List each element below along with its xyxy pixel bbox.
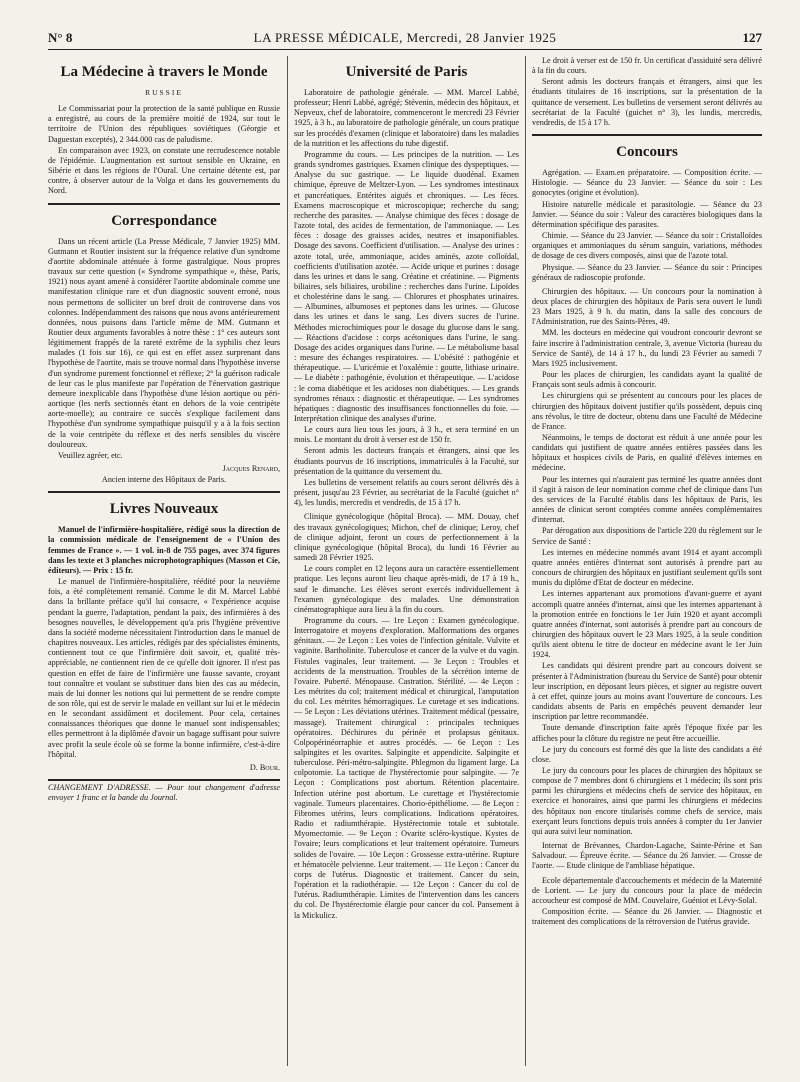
paragraph: Pour les internes qui n'auraient pas terminé les quatre années dont il s'agit à raison de leur nomination comme chef de clinique dans l'un des services de la Faculté établis dans les hôpitaux de Paris, les années de clinicat seront comptées comme années complémentaires d'internat. <box>532 474 762 525</box>
section-title-concours: Concours <box>616 144 678 161</box>
subhead-russie: RUSSIE <box>145 88 183 97</box>
paragraph: Laboratoire de pathologie générale. — MM. Marcel Labbé, professeur; Henri Labbé, agrégé; Stévenin, médecin des hôpitaux, et Nepveux, chef de laboratoire, commenceront le mercredi 23 Février 1925, à 3 h., au laboratoire de pathologie générale, un cours pratique sur les procédés d'examen (clinique et laboratoire) dans les maladies de la nutrition et les affections du tube digestif. <box>294 88 519 148</box>
paragraph: Programme du cours. — Les principes de la nutrition. — Les grands syndromes gastriques. Examen clinique des dyspeptiques. — Analyse du suc gastrique. — Le liquide duodénal. Examen chimique, épreuve de Meltzer-Lyon. — Les syndromes intestinaux et pancréatiques. Entérites aiguës et chroniques. — Les fèces. Examens macroscopique et microscopique; recherche du sang; recherche des parasites. — Analyse chimique des fèces : dosage de l'azote total, des acides de fermentation, de l'ammoniaque. — Les fèces : dosage des graisses acides, neutres et insaponifiables. Dosage des savons. Coefficient d'utilisation. — Analyse des urines : azote total, urée, ammoniaque, acides aminés, azote colloïdal, coefficients d'utilisation azotée. — Acide urique et purines : dosage dans les urines et dans le sang. Créatine et créatinine. — Pigments biliaires, sels biliaires, urobiline : recherches dans l'urine. Lipoïdes et cholestérine dans le sang. — Chlorures et phosphates urinaires. — Albumines, albumoses et peptones dans les urines. — Glucose dans les urines et dans le sang. Les divers sucres de l'urine. Méthodes microchimiques pour le dosage du glucose dans le sang. — Réactions d'acidose : corps acétoniques dans l'urine, le sang. Dosage des acides organiques dans l'urine. — Le métabolisme basal : mesure des échanges respiratoires. — L'obésité : pathogénie et thérapeutique. — L'uricémie et l'oxalémie : goutte, lithiase urinaire. — Le diabète : pathogénie, évolution et thérapeutique. — L'acidose : le coma diabétique et les acidoses non diabétiques. — Les grands syndromes rénaux : diagnostic et thérapeutique. — Les syndromes hépatiques : diagnostic des insuffisances fonctionnelles du foie. — Interprétation clinique des analyses d'urine. <box>294 149 519 423</box>
issue-number: N° 8 <box>48 30 73 45</box>
section-divider <box>532 134 762 136</box>
paragraph: Pour les places de chirurgien, les candidats ayant la qualité de Français sont seuls admis à concourir. <box>532 370 762 390</box>
paragraph: Le manuel de l'infirmière-hospitalière, réédité pour la neuvième fois, a été complètement remanié. Comme le dit M. Marcel Labbé dans la brillante préface qu'il lui consacre, « l'expérience acquise pendant la guerre, l'adaptation, pendant la paix, des infirmières à des besognes nouvelles, le développement qu'a pris l'hygiène préventive dans la société moderne nécessitaient l'introduction dans le manuel de chapitres nouveaux. Les articles, rédigés par des spécialistes éminents, contiennent tout ce que l'infirmière doit savoir, et, qualité très-appréciable, ne contiennent rien de ce qu'elle doit ignorer. Il n'est pas question en effet de faire de l'infirmière une fausse savante, croyant tout connaître et voulant se substituer dans bien des cas au médecin, mais de lui donner les notions qui lui permettent de se rendre compte de son rôle, qui est de servir le malade en veillant sur lui et le médecin en le secondant assidûment et docilement. Pour cela, certaines connaissances théoriques que donne le manuel sont indispensables; elles permettront à la diplômée d'avoir un bagage suffisant pour suivre avec profit la seule école où se forme la bonne infirmière, c'est-à-dire l'hôpital. <box>48 577 280 759</box>
paragraph: Le jury du concours pour les places de chirurgien des hôpitaux se compose de 7 membres dont 6 chirurgiens et 1 médecin; ils sont pris parmi les chirurgiens et médecins chefs de service des hôpitaux, en exercice et honoraires, ainsi que parmi les chirurgiens et médecins des hôpitaux non encore titularisés comme chefs de service, mais exerçant leurs fonctions depuis trois années à compter du 1er Janvier qui aura suivi leur nomination. <box>532 766 762 836</box>
paragraph: Chirurgien des hôpitaux. — Un concours pour la nomination à deux places de chirurgien des hôpitaux de Paris sera ouvert le lundi 23 Mars 1925, à 9 h. du matin, dans la salle des concours de l'Administration, rue des Saints-Pères, 49. <box>532 286 762 327</box>
section-divider <box>48 491 280 493</box>
paragraph: Internat de Brévannes, Chardon-Lagache, Sainte-Périne et San Salvadour. — Épreuve écrite. — Séance du 26 Janvier. — Crosse de l'aorte. — Etude clinique de l'ambliase hépatique. <box>532 841 762 871</box>
paragraph: Physique. — Séance du 23 Janvier. — Séance du soir : Principes généraux de radioscopie profonde. <box>532 262 762 282</box>
paragraph: Dans un récent article (La Presse Médicale, 7 Janvier 1925) MM. Gutmann et Routier insistent sur la fréquence relative d'un syndrome d'aortite abdominale atténuée à forme gastralgique. Nous propres travaux sur cette question (« Syndrome sympathique », thèse, Paris, 1921) nous ayant amené à considérer l'aortite abdominale comme une manifestation clinique rare et d'un diagnostic souvent erroné, nous nous permettons de solliciter un bref droit de controverse dans vos colonnes. Indépendamment des raisons que nous avons antérieurement données, nous puisons dans l'article même de MM. Gutmann et Routier deux arguments favorables à notre thèse : 1° ces auteurs sont légitimement frappés de la rareté extrême de la syphilis chez leurs malades (1 fois sur 16), ce qui est en effet assez surprenant dans l'hypothèse de l'aortite, mais se trouve normal dans l'hypothèse inverse d'un syndrome purement fonctionnel et réflexe; 2° la guérison radicale de leur cas le plus manifeste par l'opération de l'énervation gastrique demeure inexplicable dans l'hypothèse d'une lésion aortique ou péri-aortique (les nerfs sectionnés étant en dehors de la voie centripète aorte-moelle); au contraire ce succès s'explique facilement dans l'hypothèse d'un syndrome sympathique puisqu'il y a à la fois section de la voie centripète du réflexe et des nerfs sensibles du viscère douloureux. <box>48 236 280 449</box>
paragraph: Les bulletins de versement relatifs au cours seront délivrés dès à présent, jusqu'au 23 Février, au secrétariat de la Faculté (guichet n° 4), les lundis, mercredis et vendredis, de 15 à 17 h. <box>294 477 519 508</box>
book-entry: Manuel de l'infirmière-hospitalière, rédigé sous la direction de la commission médicale de l'enseignement de « l'Union des femmes de France ». — 1 vol. in-8 de 755 pages, avec 374 figures dans les texte et 3 planches microphotographiques (Masson et Cie, éditeurs). — Prix : 15 fr. <box>48 525 280 575</box>
paragraph: Le cours complet en 12 leçons aura un caractère essentiellement pratique. Les leçons auront lieu chaque après-midi, de 17 à 19 h., sauf le dimanche. Les élèves seront exercés individuellement à l'examen gynécologique des malades. Une démonstration cinématographique aura lieu à la fin du cours. <box>294 564 519 614</box>
paragraph: En comparaison avec 1923, on constate une recrudescence notable de l'épidémie. L'augmentation est surtout sensible en Ukraine, en Sibérie et dans les régions de l'Oural. Une certaine détente est, par contre, à observer autour de la Volga et dans les gouvernements du Nord. <box>48 145 280 196</box>
paragraph: Les internes en médecine nommés avant 1914 et ayant accompli quatre années entières d'internat sont autorisés à prendre part au concours de chirurgien des hôpitaux en justifiant seulement qu'ils sont munis du diplôme d'Etat de docteur en médecine. <box>532 547 762 588</box>
section-divider <box>48 779 280 781</box>
paragraph: Par dérogation aux dispositions de l'article 220 du règlement sur le Service de Santé : <box>532 526 762 546</box>
paragraph: Seront admis les docteurs français et étrangers, ainsi que les étudiants titulaires de 16 inscriptions, sur la présentation de la quittance de versement. Les bulletins de versement seront délivrés au secrétariat de la Faculté (guichet n° 3), les lundis, mercredis, vendredis, de 15 à 17 h. <box>532 77 762 127</box>
section-title-correspondance: Correspondance <box>111 212 217 229</box>
paragraph: Toute demande d'inscription faite après l'époque fixée par les affiches pour la clôture du registre ne peut être accueillie. <box>532 723 762 743</box>
paragraph: Ecole départementale d'accouchements et médecin de la Maternité de Lorient. — Le jury du concours pour la place de médecin accoucheur est composé de MM. Couvelaire, Guéniot et Lévy-Solal. <box>532 875 762 905</box>
paragraph: Veuillez agréer, etc. <box>58 450 123 460</box>
paragraph: Programme du cours. — 1re Leçon : Examen gynécologique. Interrogatoire et moyens d'exploration. Malformations des organes génitaux. — 2e Leçon : Les voies de l'infection génitale. Vulvite et vaginite. Bartholinite. Tuberculose et cancer de la vulve et du vagin. Fistules vaginales, leur traitement. — 3e Leçon : Troubles et accidents de la menstruation. Troubles de la sécrétion interne de l'ovaire. Puberté. Ménopause. Castration. Stérilité. — 4e Leçon : Les métrites du col; traitement médical et chirurgical, l'amputation du col. Les métrites hémorragiques. Le curetage et ses indications. — 5e Leçon : Les déviations utérines. Traitement médical (pessaire, massage). Traitement chirurgical : principales techniques opératoires. Déchirures du périnée et prolapsus génitaux. Colpopérinéorraphie et autres procédés. — 6e Leçon : Les salpingites et les ovarites. Salpingite et appendicite. Salpingite et tuberculose. Péri-métro-salpingite. Phlegmon du ligament large. La colpotomie. La tactique de l'hystérectomie pour salpingite. — 7e Leçon : Complications post abortum. Rétention placentaire. Infection utérine post abortum. Le curettage et l'hystérectomie vaginale. Tumeurs placentaires. Chorio-épithéliome. — 8e Leçon : Fibromes utérins, leurs complications. Indications opératoires. Radio et radiumthérapie. Hystérectomie totale et subtotale. Myomectomie. — 9e Leçon : Ovarite scléro-kystique. Kystes de l'ovaire; leurs complications et leur traitement opératoire. Tumeurs solides de l'ovaire. — 10e Leçon : Grossesse extra-utérine. Rupture et hématocèle pelvienne. Leur traitement. — 11e Leçon : Cancer du corps de l'utérus. Diagnostic et traitement. Cancer du sein, l'opération et la radiothérapie. — 12e Leçon : Cancer du col de l'utérus. Radiumthérapie. Limites de l'intervention dans les cancers du col. De l'hystérectomie élargie pour cancer du col. Pansement à la Mickulicz. <box>294 615 519 920</box>
paragraph: Chimie. — Séance du 23 Janvier. — Séance du soir : Cristalloïdes organiques et ammoniaques du sérum sanguin, variations, méthodes de dosage de ces divers composés, ainsi que de l'azote total. <box>532 231 762 261</box>
section-title-universite: Université de Paris <box>345 64 468 80</box>
section-divider <box>48 203 280 205</box>
section-title-medecine: La Médecine à travers le Monde <box>60 64 268 80</box>
paragraph: Histoire naturelle médicale et parasitologie. — Séance du 23 Janvier. — Séance du soir : Valeur des caractères biologiques dans la détermination spécifique des parasites. <box>532 199 762 229</box>
signature-title: Ancien interne des Hôpitaux de Paris. <box>101 475 227 485</box>
signature: Jacques Renard, <box>222 464 280 473</box>
section-title-livres: Livres Nouveaux <box>109 501 219 518</box>
change-address-notice: CHANGEMENT D'ADRESSE. — Pour tout changement d'adresse envoyer 1 franc et la bande du Journal. <box>48 783 280 803</box>
column-middle <box>287 56 519 1066</box>
paragraph: Néanmoins, le temps de doctorat est réduit à une année pour les candidats qui justifient de quatre années entières passées dans les hôpitaux et hospices civils de Paris, en qualité d'élèves internes en médecine. <box>532 433 762 473</box>
paragraph: Les candidats qui désirent prendre part au concours doivent se présenter à l'Administration (bureau du Service de Santé) pour obtenir leur inscription, en déposant leurs pièces, et signer au registre ouvert à cet effet, quinze jours au moins avant l'ouverture de concours. Les candidats absents de Paris en empêchés peuvent demander leur inscription par lettre recommandée. <box>532 661 762 722</box>
paragraph: Les internes appartenant aux promotions d'avant-guerre et ayant accompli quatre années d'internat, ainsi que les internes appartenant à la promotion entrée en fonctions le 1er Juin 1920 et ayant accompli quatre années d'internat, sont autorisés à prendre part au concours de chirurgien des hôpitaux ouvert le 23 Mars 1925, à la seule condition qu'ils aient obtenu le titre de docteur en médecine avant le 1er Juin 1924. <box>532 589 762 660</box>
paragraph: MM. les docteurs en médecine qui voudront concourir devront se faire inscrire à l'administration centrale, 3, avenue Victoria (bureau du Service de Santé), de 14 à 17 h., du lundi 23 Février au samedi 7 Mars 1925 inclusivement. <box>532 328 762 368</box>
paragraph: Le Commissariat pour la protection de la santé publique en Russie a enregistré, au cours de la première moitié de 1924, sur tout le territoire de l'Union des républiques soviétiques (Géorgie et Daguestan exceptés), 2 344.000 cas de paludisme. <box>48 104 280 144</box>
paragraph: Composition écrite. — Séance du 26 Janvier. — Diagnostic et traitement des complications de la rétroversion de l'utérus gravide. <box>532 907 762 927</box>
paragraph: Clinique gynécologique (hôpital Broca). — MM. Douay, chef des travaux gynécologiques; Michon, chef de clinique; Leroy, chef de clinique adjoint, feront un cours de perfectionnement à la clinique gynécologique (hôpital Broca), du lundi 16 Février au samedi 28 Février 1925. <box>294 512 519 563</box>
column-right <box>525 56 762 1066</box>
paragraph: Le jury du concours est formé dès que la liste des candidats a été close. <box>532 744 762 764</box>
paragraph: Seront admis les docteurs français et étrangers, ainsi que les étudiants pourvus de 16 inscriptions, immatriculés à la Faculté, sur présentation de la quittance du versement du. <box>294 446 519 476</box>
journal-title: LA PRESSE MÉDICALE, Mercredi, 28 Janvier 1925 <box>253 30 557 45</box>
page-number: 127 <box>742 30 762 45</box>
column-left <box>48 56 280 1066</box>
paragraph: Les chirurgiens qui se présentent au concours pour les places de chirurgien des hôpitaux doivent justifier qu'ils possèdent, depuis cinq ans révolus, le titre de docteur, obtenu dans une Faculté de Médecine de France. <box>532 391 762 431</box>
paragraph: Agrégation. — Exam.en préparatoire. — Composition écrite. — Histologie. — Séance du 23 Janvier. — Séance du soir : Les gonocytes (origine et évolution). <box>532 168 762 198</box>
paragraph: Le cours aura lieu tous les jours, à 3 h., et sera terminé en un mois. Le montant du droit à verser est de 150 fr. <box>294 425 519 445</box>
signature: D. Bour. <box>249 762 280 772</box>
page-header <box>48 28 762 50</box>
paragraph: Le droit à verser est de 150 fr. Un certificat d'assiduité sera délivré à la fin du cours. <box>532 56 762 76</box>
